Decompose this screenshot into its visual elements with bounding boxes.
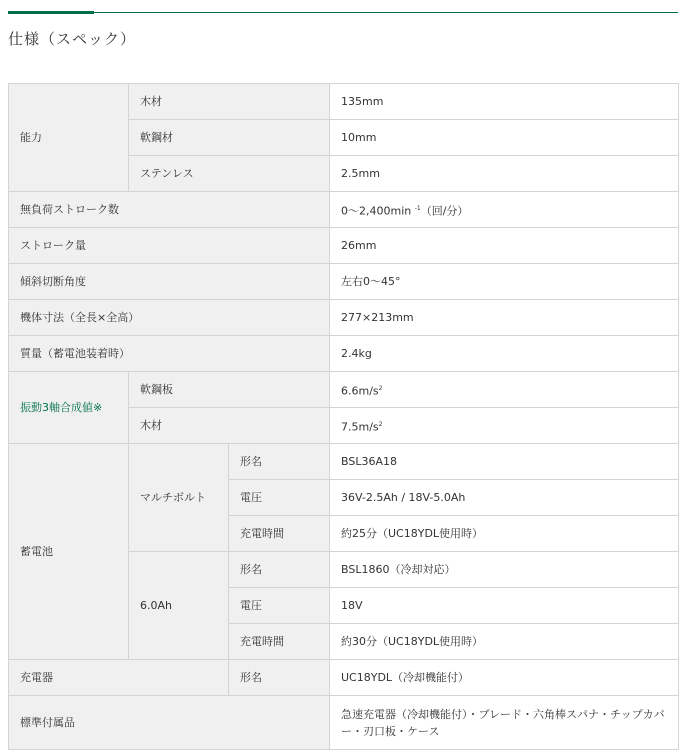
table-row — [9, 372, 679, 408]
charger-model-label: 形名 — [229, 660, 330, 696]
no-load-strokes-suffix: （回/分） — [420, 204, 469, 218]
capacity-label: 能力 — [9, 84, 129, 192]
table-row — [9, 696, 679, 750]
table-row — [9, 336, 679, 372]
capacity-stainless-label: ステンレス — [129, 156, 330, 192]
charger-label: 充電器 — [9, 660, 229, 696]
accessories-label: 標準付属品 — [9, 696, 330, 750]
battery-multivolt-model-value: BSL36A18 — [330, 444, 679, 480]
title-divider — [8, 12, 678, 13]
page-title: 仕様（スペック） — [8, 30, 137, 48]
dimensions-label: 機体寸法（全長×全高） — [9, 300, 330, 336]
vibration-mild-steel-value — [330, 372, 679, 408]
vibration-wood-value — [330, 408, 679, 444]
vibration-mild-steel-number: 6.6m/s — [341, 384, 379, 398]
weight-label: 質量（蓄電池装着時） — [9, 336, 330, 372]
capacity-wood-label: 木材 — [129, 84, 330, 120]
battery-60ah-model-label: 形名 — [229, 552, 330, 588]
capacity-mild-steel-value: 10mm — [330, 120, 679, 156]
bevel-angle-label: 傾斜切断角度 — [9, 264, 330, 300]
capacity-stainless-value: 2.5mm — [330, 156, 679, 192]
table-row — [9, 228, 679, 264]
battery-label: 蓄電池 — [9, 444, 129, 660]
charger-model-value: UC18YDL（冷却機能付） — [330, 660, 679, 696]
stroke-length-value: 26mm — [330, 228, 679, 264]
battery-multivolt-charge-time-label: 充電時間 — [229, 516, 330, 552]
battery-60ah-charge-time-value: 約30分（UC18YDL使用時） — [330, 624, 679, 660]
battery-multivolt-model-label: 形名 — [229, 444, 330, 480]
no-load-strokes-number: 0〜2,400min — [341, 204, 412, 218]
battery-60ah-charge-time-label: 充電時間 — [229, 624, 330, 660]
battery-multivolt-voltage-label: 電圧 — [229, 480, 330, 516]
battery-60ah-voltage-label: 電圧 — [229, 588, 330, 624]
vibration-mild-steel-exponent: 2 — [378, 384, 383, 392]
battery-multivolt-charge-time-value: 約25分（UC18YDL使用時） — [330, 516, 679, 552]
weight-value: 2.4kg — [330, 336, 679, 372]
accessories-value: 急速充電器（冷却機能付）・ブレード・六角棒スパナ・チップカバー・刃口板・ケース — [330, 696, 679, 750]
vibration-label[interactable]: 振動3軸合成値※ — [9, 372, 129, 444]
table-row — [9, 264, 679, 300]
no-load-strokes-label: 無負荷ストローク数 — [9, 192, 330, 228]
table-row — [9, 84, 679, 120]
vibration-mild-steel-label: 軟鋼板 — [129, 372, 330, 408]
vibration-wood-exponent: 2 — [378, 420, 383, 428]
battery-60ah-model-value: BSL1860（冷却対応） — [330, 552, 679, 588]
capacity-mild-steel-label: 軟鋼材 — [129, 120, 330, 156]
no-load-strokes-exponent: -1 — [414, 204, 421, 212]
vibration-wood-label: 木材 — [129, 408, 330, 444]
bevel-angle-value: 左右0〜45° — [330, 264, 679, 300]
capacity-wood-value: 135mm — [330, 84, 679, 120]
table-row — [9, 192, 679, 228]
battery-multivolt-voltage-value: 36V-2.5Ah / 18V-5.0Ah — [330, 480, 679, 516]
table-row — [9, 300, 679, 336]
battery-60ah-voltage-value: 18V — [330, 588, 679, 624]
battery-60ah-label: 6.0Ah — [129, 552, 229, 660]
vibration-wood-number: 7.5m/s — [341, 420, 379, 434]
spec-table — [8, 83, 679, 750]
stroke-length-label: ストローク量 — [9, 228, 330, 264]
table-row — [9, 444, 679, 480]
battery-multivolt-label: マルチボルト — [129, 444, 229, 552]
dimensions-value: 277×213mm — [330, 300, 679, 336]
table-row — [9, 660, 679, 696]
no-load-strokes-value — [330, 192, 679, 228]
